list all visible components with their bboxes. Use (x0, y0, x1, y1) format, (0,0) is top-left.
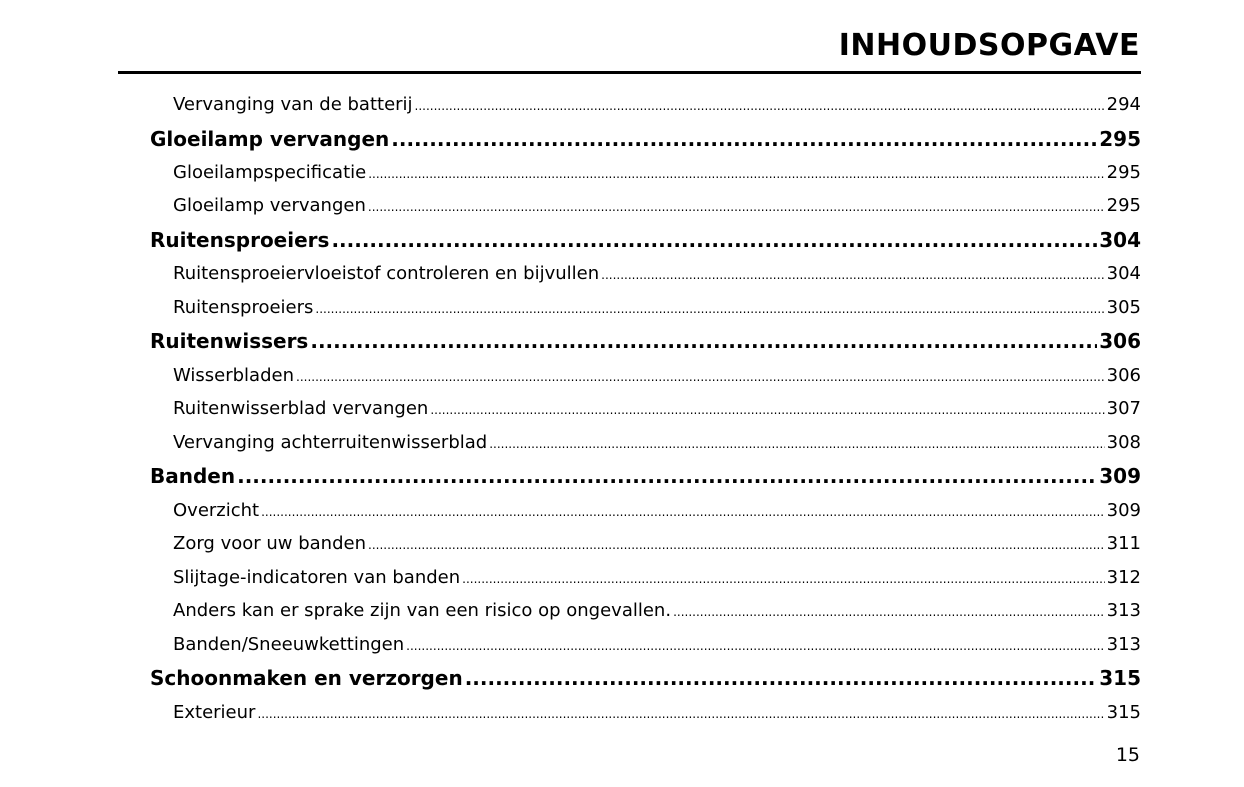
page-number: 15 (1115, 744, 1140, 766)
toc-entry-label: Overzicht (173, 499, 260, 521)
toc-entry-page: 305 (1106, 296, 1141, 318)
toc-dot-leader (415, 90, 1105, 122)
toc-subsection-entry[interactable] (150, 628, 1141, 662)
toc-subsection-entry[interactable] (150, 88, 1141, 122)
toc-entry-label: Anders kan er sprake zijn van een risico op ongevallen. (173, 600, 672, 622)
toc-entry-label: Ruitensproeiers (150, 227, 330, 252)
toc-dot-leader (315, 293, 1104, 325)
toc-dot-leader (462, 563, 1105, 595)
toc-entry-page: 304 (1106, 263, 1141, 285)
toc-subsection-entry[interactable] (150, 494, 1141, 528)
toc-dot-leader (430, 394, 1104, 426)
toc-entry-label: Exterieur (173, 701, 256, 723)
toc-entry-page: 295 (1099, 126, 1141, 151)
toc-dot-leader (368, 158, 1104, 190)
toc-entry-page: 309 (1099, 464, 1141, 489)
toc-entry-page: 309 (1106, 499, 1141, 521)
toc-dot-leader (489, 428, 1104, 460)
toc-dot-leader (296, 361, 1105, 393)
toc-entry-label: Slijtage-indicatoren van banden (173, 566, 461, 588)
toc-entry-page: 315 (1099, 666, 1141, 691)
toc-entry-label: Banden/Sneeuwkettingen (173, 633, 405, 655)
toc-entry-page: 313 (1106, 633, 1141, 655)
toc-entry-label: Ruitensproeiervloeistof controleren en bijvullen (173, 263, 600, 285)
toc-subsection-entry[interactable] (150, 426, 1141, 460)
toc-entry-label: Vervanging van de batterij (173, 94, 413, 115)
toc-dot-leader (237, 459, 1097, 493)
toc-entry-label: Banden (150, 464, 236, 489)
toc-entry-page: 312 (1106, 566, 1141, 588)
toc-section-entry[interactable] (150, 661, 1141, 695)
toc-entry-page: 307 (1106, 398, 1141, 420)
toc-section-entry[interactable] (150, 324, 1141, 358)
table-of-contents (150, 88, 1141, 729)
toc-subsection-entry[interactable] (150, 561, 1141, 595)
toc-entry-label: Ruitensproeiers (173, 296, 314, 318)
toc-entry-label: Zorg voor uw banden (173, 533, 366, 555)
toc-dot-leader (673, 596, 1105, 628)
toc-dot-leader (406, 630, 1104, 662)
toc-dot-leader (261, 496, 1105, 528)
toc-entry-page: 311 (1106, 533, 1141, 555)
toc-entry-page: 304 (1099, 227, 1141, 252)
toc-entry-page: 294 (1106, 94, 1141, 115)
toc-subsection-entry[interactable] (150, 359, 1141, 393)
toc-entry-label: Wisserbladen (173, 364, 294, 386)
toc-section-entry[interactable] (150, 459, 1141, 493)
toc-dot-leader (331, 223, 1097, 257)
toc-subsection-entry[interactable] (150, 189, 1141, 223)
toc-subsection-entry[interactable] (150, 156, 1141, 190)
page-title: INHOUDSOPGAVE (838, 28, 1140, 63)
toc-subsection-entry[interactable] (150, 527, 1141, 561)
title-divider (118, 71, 1141, 74)
toc-entry-label: Gloeilamp vervangen (173, 195, 366, 217)
toc-subsection-entry[interactable] (150, 392, 1141, 426)
toc-dot-leader (601, 259, 1105, 291)
toc-subsection-entry[interactable] (150, 594, 1141, 628)
toc-section-entry[interactable] (150, 223, 1141, 257)
toc-dot-leader (310, 324, 1097, 358)
toc-entry-page: 313 (1106, 600, 1141, 622)
toc-dot-leader (465, 661, 1098, 695)
toc-dot-leader (391, 122, 1097, 156)
toc-entry-label: Vervanging achterruitenwisserblad (173, 431, 488, 453)
toc-entry-label: Ruitenwissers (150, 329, 309, 354)
toc-section-entry[interactable] (150, 122, 1141, 156)
toc-entry-page: 295 (1106, 161, 1141, 183)
toc-entry-label: Schoonmaken en verzorgen (150, 666, 463, 691)
toc-entry-page: 306 (1106, 364, 1141, 386)
toc-entry-label: Gloeilamp vervangen (150, 126, 390, 151)
toc-entry-page: 306 (1099, 329, 1141, 354)
toc-dot-leader (368, 191, 1105, 223)
toc-dot-leader (257, 698, 1104, 730)
toc-subsection-entry[interactable] (150, 257, 1141, 291)
toc-entry-page: 315 (1106, 701, 1141, 723)
toc-entry-label: Gloeilampspecificatie (173, 161, 367, 183)
toc-entry-label: Ruitenwisserblad vervangen (173, 398, 429, 420)
toc-dot-leader (368, 529, 1105, 561)
toc-subsection-entry[interactable] (150, 291, 1141, 325)
toc-entry-page: 308 (1106, 431, 1141, 453)
toc-entry-page: 295 (1106, 195, 1141, 217)
toc-subsection-entry[interactable] (150, 696, 1141, 730)
